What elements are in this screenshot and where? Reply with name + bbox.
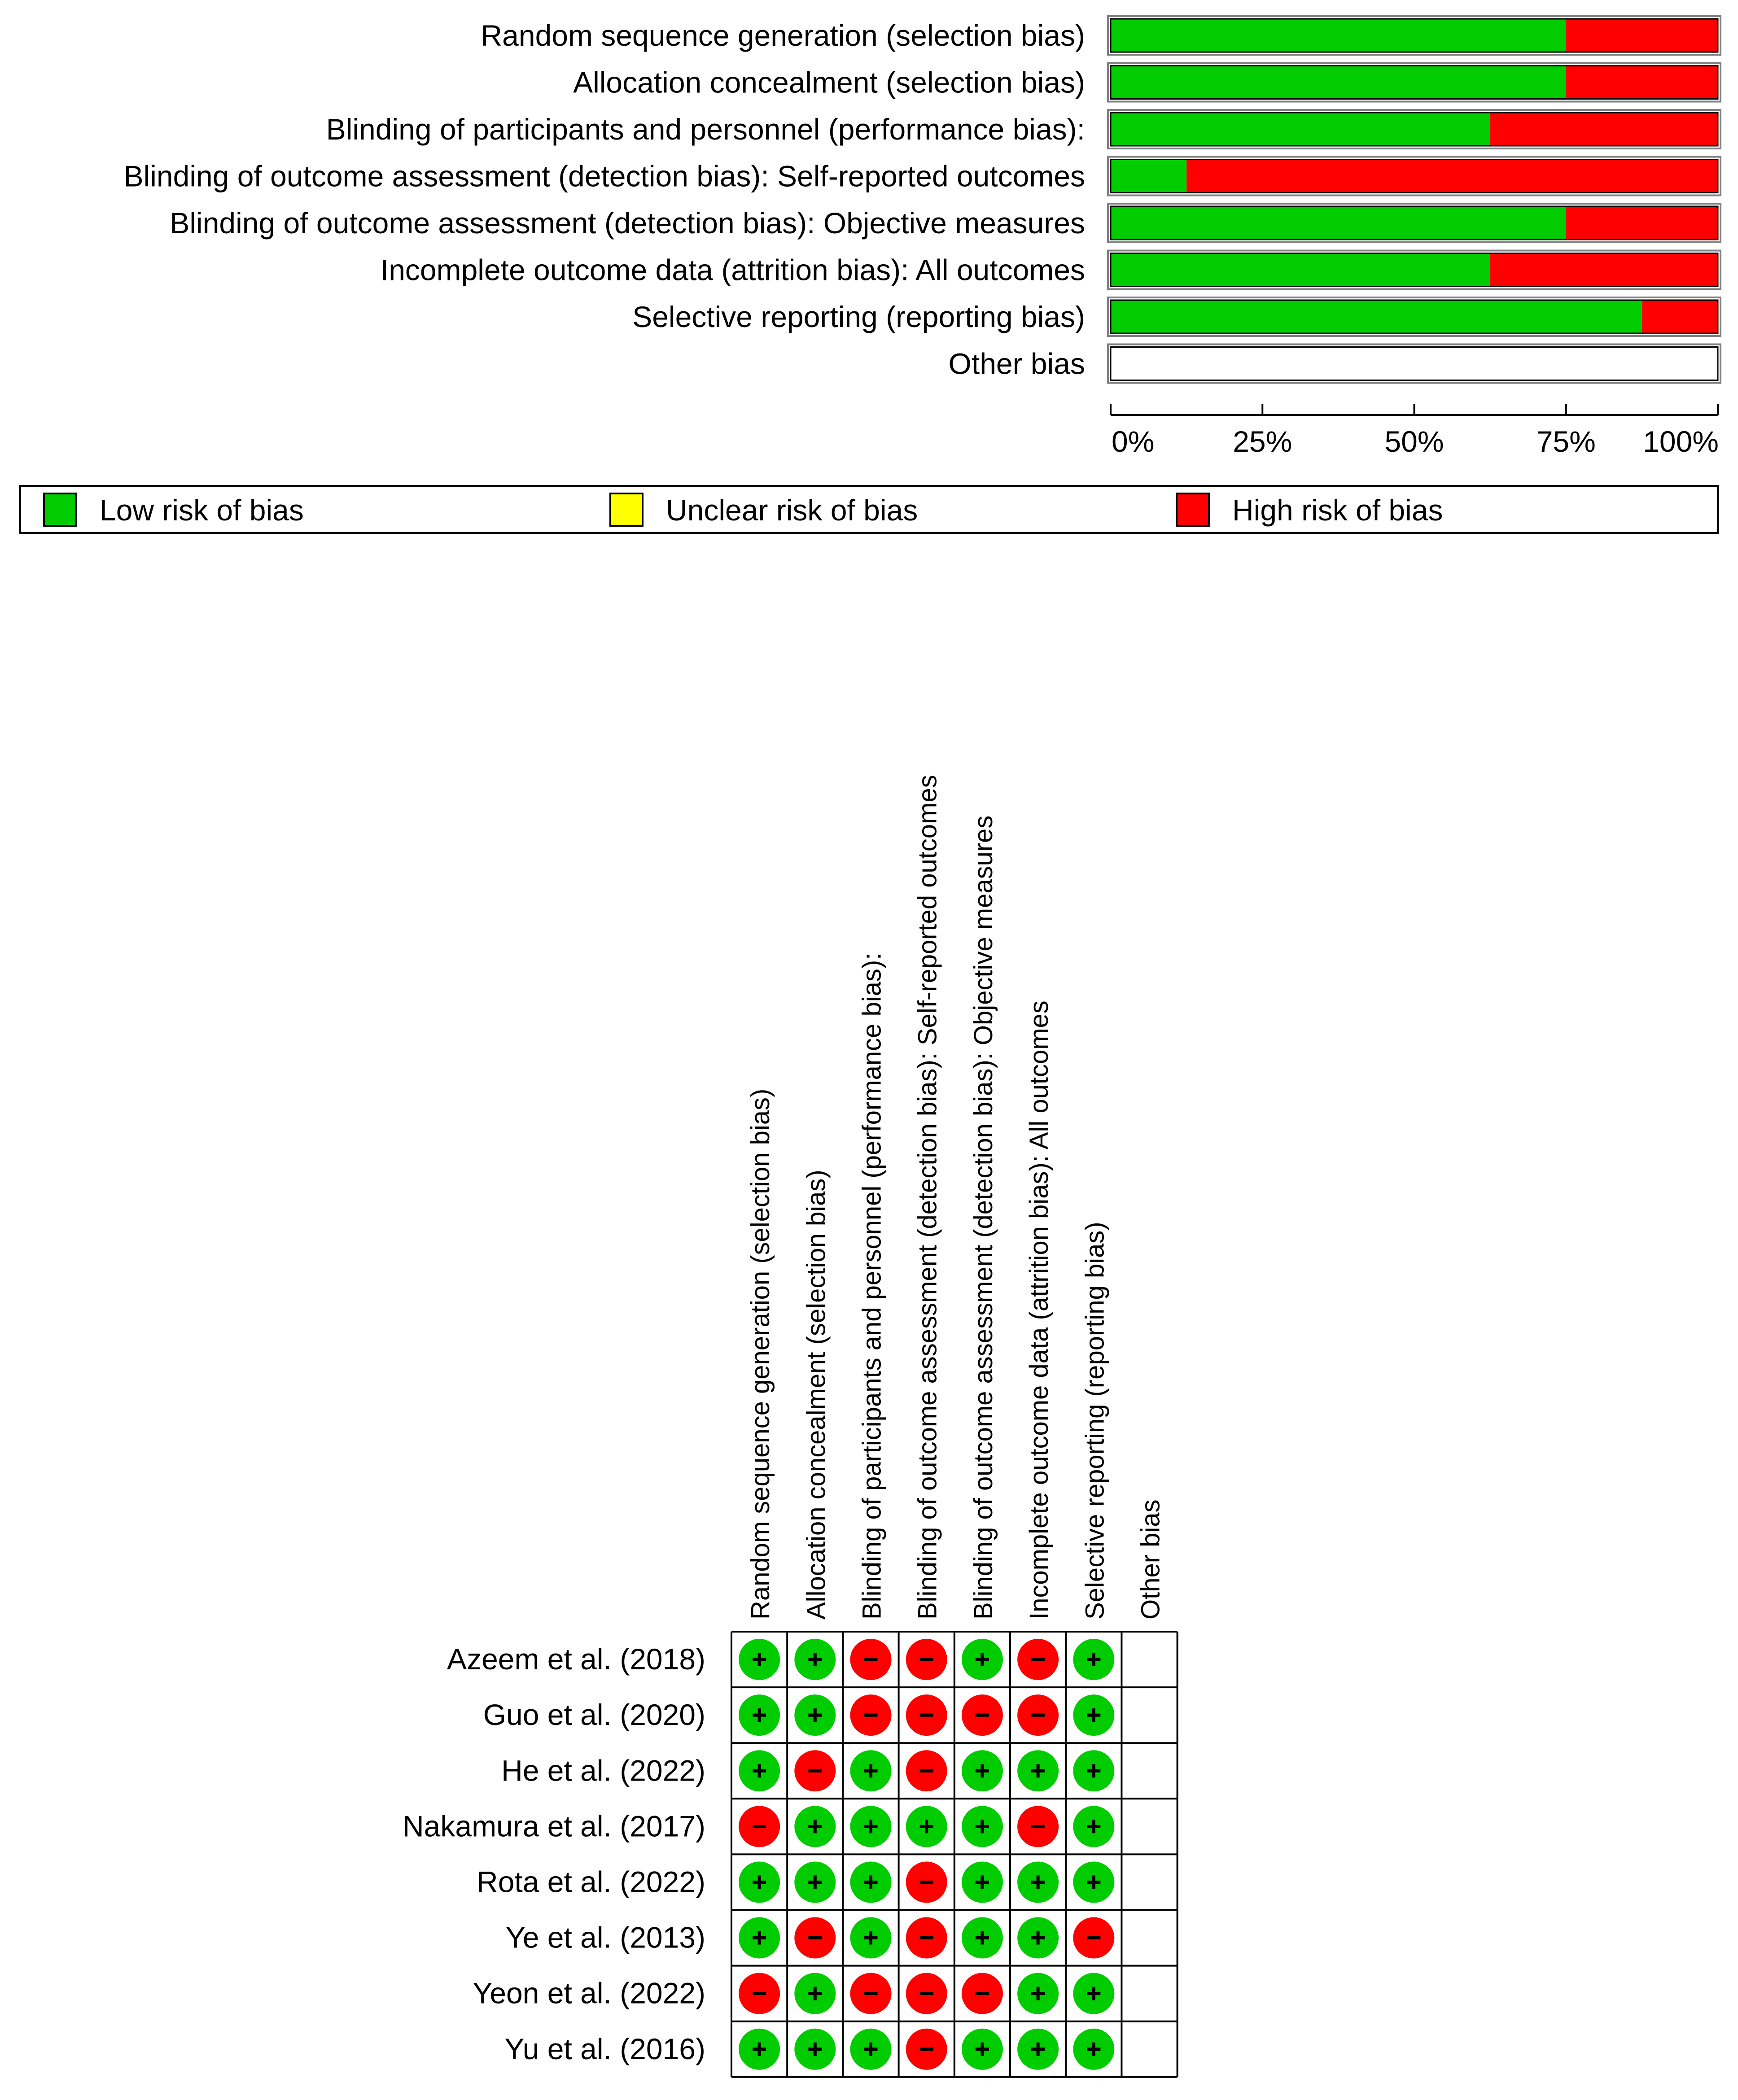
- bar-segment: [1186, 160, 1718, 193]
- domain-label: Blinding of participants and personnel (performance bias):: [326, 113, 1085, 146]
- column-header: Incomplete outcome data (attrition bias): All outcomes: [1024, 1000, 1054, 1620]
- study-label: Azeem et al. (2018): [447, 1642, 705, 1676]
- legend-label: High risk of bias: [1232, 493, 1443, 527]
- bar-segment: [1642, 300, 1718, 333]
- study-label: He et al. (2022): [501, 1754, 705, 1787]
- legend-label: Low risk of bias: [100, 493, 304, 527]
- bar-segment: [1111, 19, 1566, 52]
- study-label: Rota et al. (2022): [477, 1865, 705, 1899]
- bar-segment: [1111, 206, 1566, 240]
- bar-frame-outer: [1108, 345, 1720, 383]
- x-tick-label: 100%: [1643, 425, 1719, 458]
- legend-swatch: [44, 493, 76, 526]
- bar-segment: [1490, 113, 1718, 146]
- domain-label: Allocation concealment (selection bias): [573, 65, 1085, 99]
- study-label: Yu et al. (2016): [504, 2032, 705, 2065]
- column-header: Random sequence generation (selection bias): [746, 1088, 775, 1620]
- stacked-bars: [1108, 16, 1720, 383]
- risk-of-bias-graph: [124, 16, 1720, 458]
- domain-label: Random sequence generation (selection bias): [481, 19, 1085, 52]
- column-header: Selective reporting (reporting bias): [1080, 1222, 1110, 1620]
- column-header: Blinding of outcome assessment (detection bias): Objective measures: [968, 815, 998, 1620]
- bar-segment: [1566, 19, 1718, 52]
- column-header: Allocation concealment (selection bias): [801, 1170, 831, 1620]
- column-header: Other bias: [1136, 1499, 1165, 1620]
- bar-segment: [1566, 66, 1718, 99]
- bar-segment: [1566, 206, 1718, 240]
- legend-swatch: [1177, 493, 1209, 526]
- column-headers: [746, 775, 1165, 1620]
- x-tick-label: 0%: [1112, 425, 1155, 458]
- study-label: Ye et al. (2013): [505, 1921, 705, 1954]
- bar-segment: [1111, 253, 1490, 287]
- legend: [20, 486, 1718, 533]
- study-label: Guo et al. (2020): [483, 1698, 705, 1732]
- column-header: Blinding of outcome assessment (detection bias): Self-reported outcomes: [913, 775, 942, 1620]
- x-tick-label: 75%: [1536, 425, 1596, 458]
- summary-grid: [731, 1632, 1178, 2077]
- domain-label: Other bias: [948, 347, 1085, 380]
- legend-label: Unclear risk of bias: [666, 493, 918, 527]
- domain-labels: [124, 19, 1085, 380]
- study-label: Yeon et al. (2022): [473, 1976, 705, 2010]
- domain-label: Blinding of outcome assessment (detection bias): Objective measures: [170, 206, 1085, 240]
- domain-label: Blinding of outcome assessment (detection bias): Self-reported outcomes: [123, 159, 1085, 193]
- risk-of-bias-summary: [403, 775, 1178, 2077]
- x-tick-label: 25%: [1233, 425, 1292, 458]
- bar-segment: [1111, 113, 1490, 146]
- bar-segment: [1111, 160, 1186, 193]
- bar-segment: [1490, 253, 1718, 287]
- study-labels: [403, 1642, 705, 2065]
- domain-label: Incomplete outcome data (attrition bias): All outcomes: [380, 253, 1085, 287]
- domain-label: Selective reporting (reporting bias): [632, 300, 1085, 333]
- bar-segment: [1111, 300, 1642, 333]
- column-header: Blinding of participants and personnel (performance bias):: [857, 952, 887, 1620]
- x-axis: [1111, 404, 1719, 458]
- legend-swatch: [610, 493, 643, 526]
- study-label: Nakamura et al. (2017): [403, 1809, 705, 1843]
- bar-segment: [1111, 66, 1566, 99]
- x-tick-label: 50%: [1384, 425, 1444, 458]
